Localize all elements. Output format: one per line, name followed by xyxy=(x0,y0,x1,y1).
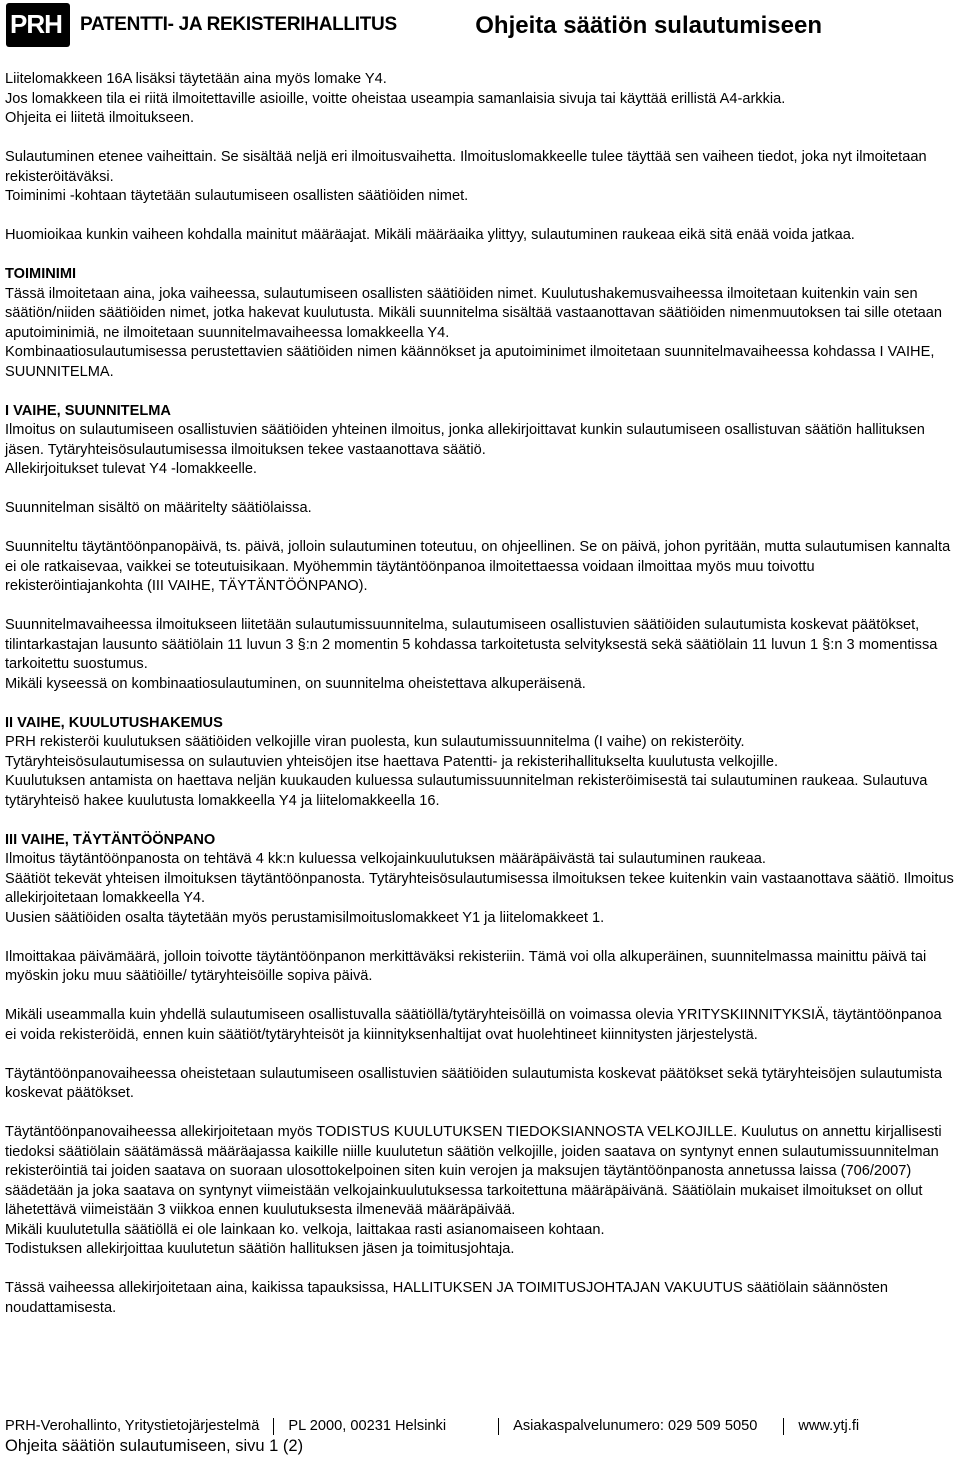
suunnitelma-content-note: Suunnitelman sisältö on määritelty säätiölaissa. xyxy=(5,500,312,516)
registration-date-text: Ilmoittakaa päivämäärä, jolloin toivotte täytäntöönpanon merkittäväksi rekisteriin. Tämä voi olla alkuperäinen, suunnitelmassa mainittu päivä tai myöskin joku muu säätiöille/ tytäryhteisöille sopiva päivä. xyxy=(5,948,927,984)
attachments-text-2: Mikäli kyseessä on kombinaatiosulautuminen, on suunnitelma oheistettava alkuperäisenä. xyxy=(5,675,586,692)
taytantoonpano-text-1: Ilmoitus täytäntöönpanosta on tehtävä 4 kk:n kuluessa velkojainkuulutuksen määräpäivästä tai sulautuminen raukeaa. xyxy=(5,851,766,867)
page-header xyxy=(0,0,960,52)
toiminimi-text-2: Kombinaatiosulautumisessa perustettavien säätiöiden nimen käännökset ja aputoiminimet ilmoitetaan suunnitelmavaiheessa kohdassa I VAIHE, SUUNNITELMA. xyxy=(5,344,935,380)
intro-line-2: Jos lomakkeen tila ei riitä ilmoitettaville asioille, voitte oheistaa useampia samanlaisia sivuja tai käyttää erillistä A4-arkkia. xyxy=(5,90,786,107)
logo-text: PRH xyxy=(10,9,62,39)
mortgage-text: Mikäli useammalla kuin yhdellä sulautumiseen osallistuvalla säätiöllä/tytäryhteisöillä on voimassa olevia YRITYSKIINNITYKSIÄ, täytäntöönpanoa ei voida rekisteröidä, ennen kuin säätiöt/tytäryhteisöt ja kiinnityksenhaltijat ovat huolehtineet kiinnitysten järjestelystä. xyxy=(5,1007,942,1043)
footer-divider xyxy=(783,1418,784,1435)
certificate-text-2: Mikäli kuulutetulla säätiöllä ei ole lainkaan ko. velkoja, laittakaa rasti asianomaiseen kohtaan. xyxy=(5,1221,605,1238)
footer-phone: Asiakaspalvelunumero: 029 509 5050 xyxy=(513,1418,758,1434)
intro-line-1: Liitelomakkeen 16A lisäksi täytetään aina myös lomake Y4. xyxy=(5,71,387,87)
kuulutus-text-3: Kuulutuksen antamista on haettava neljän kuukauden kuluessa sulautumissuunnitelman rekisteröimisestä tai sulautuminen raukeaa. Sulautuva tytäryhteisö hakee kuulutusta lomakkeella Y4 ja liitelomakkeella 16. xyxy=(5,773,928,809)
footer-divider xyxy=(498,1418,499,1435)
certificate-text-3: Todistuksen allekirjoittaa kuulutetun säätiön hallituksen jäsen ja toimitusjohtaja. xyxy=(5,1241,515,1257)
organization-name: PATENTTI- JA REKISTERIHALLITUS xyxy=(80,14,397,35)
assurance-text: Tässä vaiheessa allekirjoitetaan aina, kaikissa tapauksissa, HALLITUKSEN JA TOIMITUSJOHTAJAN VAKUUTUS säätiölain säännösten noudattamisesta. xyxy=(5,1280,889,1316)
deadline-note: Huomioikaa kunkin vaiheen kohdalla mainitut määräajat. Mikäli määräaika ylittyy, sulautuminen raukeaa eikä sitä enää voida jatkaa. xyxy=(5,227,855,243)
suunnitelma-text-1: Ilmoitus on sulautumiseen osallistuvien säätiöiden yhteinen ilmoitus, jonka allekirjoittavat kunkin sulautumiseen osallistuvan säätiön hallituksen jäsen. Tytäryhteisösulautumisessa ilmoituksen tekee vastaanottava säätiö. xyxy=(5,422,925,458)
attachments-text-1: Suunnitelmavaiheessa ilmoitukseen liitetään sulautumissuunnitelma, sulautumiseen osallistuvien säätiöiden sulautumista koskevat päätökset, tilintarkastajan lausunto säätiölain 11 luvun 3 §:n 2 momentin 5 kohdassa tarkoitetusta selvityksestä sekä säätiölain 11 luvun 1 §:n 3 momentissa tarkoitettu suostumus. xyxy=(5,617,938,672)
footer-web-link[interactable]: www.ytj.fi xyxy=(798,1418,860,1434)
implementation-date-text: Suunniteltu täytäntöönpanopäivä, ts. päivä, jolloin sulautuminen toteutuu, on ohjeellinen. Se on päivä, johon pyritään, mutta sulautumisen kannalta ei ole ratkaisevaa, vaikkei se toteutuisikaan. Myöhemmin täytäntöönpanoa ilmoitettaessa voidaan ilmoittaa myös muu toivottu rekisteröintiajankohta (III VAIHE, TÄYTÄNTÖÖNPANO). xyxy=(5,539,951,594)
taytantoonpano-text-2: Säätiöt tekevät yhteisen ilmoituksen täytäntöönpanosta. Tytäryhteisösulautumisessa ilmoituksen tekee kuitenkin vain vastaanottava säätiö. Ilmoitus allekirjoitetaan lomakkeella Y4. xyxy=(5,870,954,906)
section-heading-toiminimi: TOIMINIMI xyxy=(5,266,77,282)
section-heading-suunnitelma: I VAIHE, SUUNNITELMA xyxy=(5,402,171,419)
phases-text: Sulautuminen etenee vaiheittain. Se sisältää neljä eri ilmoitusvaihetta. Ilmoituslomakkeelle tulee täyttää sen vaiheen tiedot, joka nyt ilmoitetaan rekisteröitäväksi. xyxy=(5,149,927,185)
section-heading-taytantoonpano: III VAIHE, TÄYTÄNTÖÖNPANO xyxy=(5,831,216,848)
prh-logo xyxy=(6,3,70,47)
intro-line-3: Ohjeita ei liitetä ilmoitukseen. xyxy=(5,110,194,126)
toiminimi-text-1: Tässä ilmoitetaan aina, joka vaiheessa, sulautumiseen osallisten säätiöiden nimet. Kuulutushakemusvaiheessa ilmoitetaan kuitenkin vain sen säätiön/niiden säätiöiden nimet, jotka hakevat kuulutusta. Mikäli suunnitelma sisältää vastaanottavan säätiöiden nimenmuutoksen tai sille otetaan aputoiminimiä, ne ilmoitetaan suunnitelmavaiheessa lomakkeella Y4. xyxy=(5,285,942,341)
document-body xyxy=(5,70,955,1318)
page-number: Ohjeita säätiön sulautumiseen, sivu 1 (2) xyxy=(5,1437,304,1455)
document-title: Ohjeita säätiön sulautumiseen xyxy=(475,12,822,39)
suunnitelma-text-2: Allekirjoitukset tulevat Y4 -lomakkeelle. xyxy=(5,461,257,477)
section-heading-kuulutushakemus: II VAIHE, KUULUTUSHAKEMUS xyxy=(5,714,223,731)
decisions-text: Täytäntöönpanovaiheessa oheistetaan sulautumiseen osallistuvien säätiöiden sulautumista koskevat päätökset sekä tytäryhteisöjen sulautumista koskevat päätökset. xyxy=(5,1065,942,1101)
toiminimi-note: Toiminimi -kohtaan täytetään sulautumiseen osallisten säätiöiden nimet. xyxy=(5,188,469,204)
footer-org: PRH-Verohallinto, Yritystietojärjestelmä xyxy=(5,1418,260,1434)
taytantoonpano-text-3: Uusien säätiöiden osalta täytetään myös perustamisilmoituslomakkeet Y1 ja liitelomakkeet 1. xyxy=(5,909,605,926)
footer-address: PL 2000, 00231 Helsinki xyxy=(288,1418,447,1434)
page-footer xyxy=(5,1417,955,1456)
kuulutus-text-2: Tytäryhteisösulautumisessa on sulautuvien yhteisöjen itse haettava Patentti- ja rekisterihallitukselta kuulutusta velkojille. xyxy=(5,753,779,770)
certificate-text-1: Täytäntöönpanovaiheessa allekirjoitetaan myös TODISTUS KUULUTUKSEN TIEDOKSIANNOSTA VELKOJILLE. Kuulutus on annettu kirjallisesti tiedoksi säätiölain säätämässä määräajassa kaikille niille kuulutetun säätiön velkojille, joiden saatava on syntynyt ennen sulautumissuunnitelman rekisteröintiä tai joiden saatava on suoraan ulosottokelpoinen siten kuin verojen ja maksujen täytäntöönpanosta annetussa laissa (706/2007) säädetään ja joka saatava on syntynyt viimeistään velkojainkuulutuksessa tarkoitettuna määräpäivänä. Säätiölain mukaiset ilmoitukset on ollut lähetettävä viimeistään 3 viikkoa ennen kuulutuksesta ilmenevää määräpäivää. xyxy=(5,1124,942,1218)
footer-divider xyxy=(273,1418,274,1435)
kuulutus-text-1: PRH rekisteröi kuulutuksen säätiöiden velkojille viran puolesta, kun sulautumissuunnitelma (I vaihe) on rekisteröity. xyxy=(5,734,745,750)
